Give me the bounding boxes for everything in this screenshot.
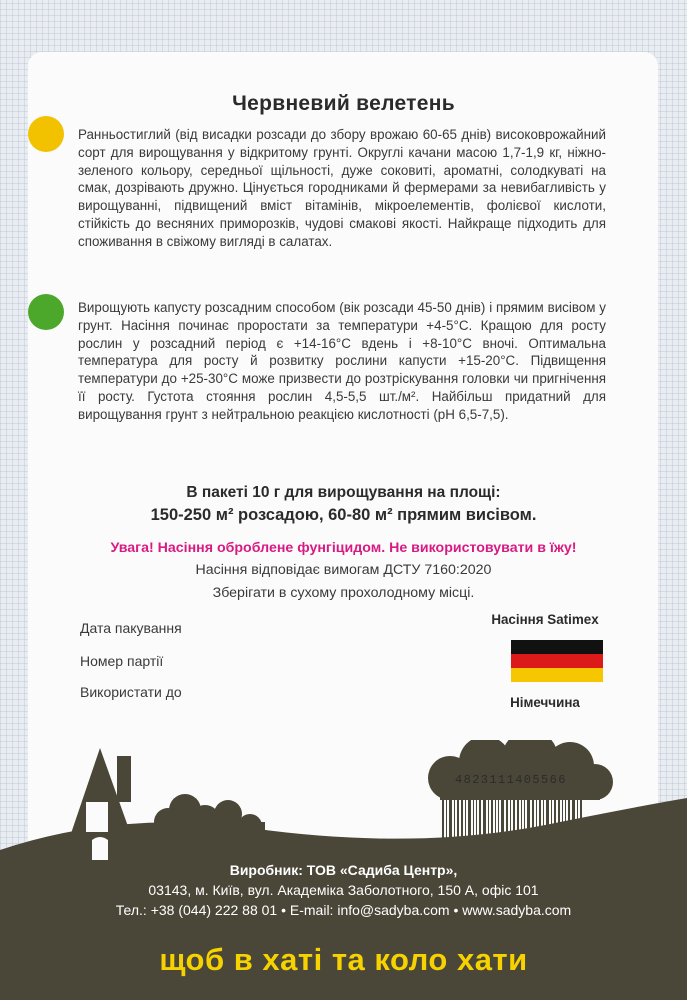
barcode-bar bbox=[536, 798, 537, 845]
barcode-bar bbox=[506, 798, 508, 845]
batch-number-label: Номер партії bbox=[80, 653, 164, 669]
standard-note: Насіння відповідає вимогам ДСТУ 7160:2020 bbox=[195, 562, 492, 578]
package-info-line-2: 150-250 м² розсадою, 60-80 м² прямим висівом. bbox=[150, 506, 537, 524]
barcode-bar bbox=[498, 798, 499, 859]
barcode-bar bbox=[562, 798, 563, 838]
brand-slogan: щоб в хаті та коло хати bbox=[159, 942, 528, 977]
barcode-number: 4823111405566 bbox=[455, 773, 567, 787]
seed-brand: Насіння Satimex bbox=[491, 612, 599, 627]
barcode-bar bbox=[539, 798, 541, 852]
barcode-bar bbox=[501, 798, 504, 838]
barcode-bar bbox=[546, 798, 549, 838]
barcode-bar bbox=[491, 798, 493, 845]
barcode-bar bbox=[457, 798, 459, 838]
use-by-label: Використати до bbox=[80, 684, 182, 700]
package-info-line-1: В пакеті 10 г для вирощування на площі: bbox=[186, 484, 501, 501]
barcode-bar bbox=[532, 798, 534, 838]
bushes-icon bbox=[154, 794, 265, 852]
house-window-icon bbox=[86, 802, 108, 832]
flag-stripe-black bbox=[511, 640, 603, 654]
barcode-bar bbox=[513, 798, 515, 859]
barcode-bar bbox=[580, 798, 582, 845]
yellow-circle-icon bbox=[28, 116, 64, 152]
barcode-bar bbox=[473, 798, 474, 838]
flag-stripe-red bbox=[511, 654, 603, 668]
manufacturer-address: 03143, м. Київ, вул. Академіка Заболотного, 150 А, офіс 101 bbox=[148, 882, 539, 898]
barcode-bar bbox=[468, 798, 471, 859]
barcode-bar bbox=[479, 798, 481, 852]
barcode-bar bbox=[483, 798, 486, 859]
barcode-cloud-icon bbox=[428, 740, 613, 800]
barcode-bar bbox=[476, 798, 477, 845]
fungicide-warning: Увага! Насіння оброблене фунгіцидом. Не використовувати в їжу! bbox=[110, 540, 577, 556]
description-paragraph-1: Ранньостиглий (від висадки розсади до збору врожаю 60-65 днів) високоврожайний сорт для вирощування у відкритому грунті. Округлі качани масою 1,7-1,9 кг, ніжно-зеленого кольору, середньої щільності, дуже соковиті, ароматні, солодкуваті на смак, дозрівають дружно. Цінується городниками й фермерами за невибагливість у вирощуванні, підвищений вміст вітамінів, мікроелементів, фолієвої кислоти, стійкість до весняних приморозків, чудові смакові якості. Найкраще підходить для споживання в свіжому вигляді в салатах. bbox=[78, 127, 606, 249]
barcode-bar bbox=[449, 798, 452, 852]
barcode-bar bbox=[461, 798, 463, 845]
green-circle-icon bbox=[28, 294, 64, 330]
barcode-bar bbox=[577, 798, 578, 838]
barcode-bar bbox=[565, 798, 566, 845]
pack-date-label: Дата пакування bbox=[80, 620, 182, 636]
barcode-bar bbox=[517, 798, 519, 838]
barcode-bar bbox=[465, 798, 466, 852]
description-paragraph-2: Вирощують капусту розсадним способом (вік розсади 45-50 днів) і прямим висівом у грунт. Насіння починає проростати за температури +4-5°С. Кращою для росту рослин у розсадний період є +14-16°С вдень і +8-10°С вночі. Оптимальна температура для росту й розвитку рослини капусти +15-20°С. Підвищення температури до +25-30°С може призвести до розтріскування головки чи пригнічення її росту. Густота стояння рослин 4,5-5,5 шт./м². Найбільш придатний для вирощування грунт з нейтральною реакцією кислотності (рН 6,5-7,5). bbox=[78, 300, 606, 422]
storage-note: Зберігати в сухому прохолодному місці. bbox=[212, 585, 475, 601]
product-title: Червневий велетень bbox=[232, 92, 455, 115]
manufacturer-contacts: Тел.: +38 (044) 222 88 01 • E-mail: info@sadyba.com • www.sadyba.com bbox=[115, 902, 572, 918]
barcode-bar bbox=[488, 798, 489, 838]
barcode-bar bbox=[524, 798, 525, 852]
barcode-bar bbox=[454, 798, 455, 859]
barcode-bar bbox=[521, 798, 522, 845]
house-door-icon bbox=[92, 837, 108, 860]
barcode-bar bbox=[568, 798, 570, 852]
barcode-bar bbox=[558, 798, 560, 859]
germany-flag-icon bbox=[511, 640, 603, 682]
barcode-bar bbox=[446, 798, 447, 845]
flag-stripe-gold bbox=[511, 668, 603, 682]
barcode-bar bbox=[442, 798, 444, 838]
barcode-bar bbox=[527, 798, 530, 859]
barcode-bar bbox=[554, 798, 556, 852]
barcode-bar bbox=[543, 798, 544, 859]
barcode-bar bbox=[572, 798, 575, 859]
origin-country: Німеччина bbox=[510, 695, 580, 710]
manufacturer-name: Виробник: ТОВ «Садиба Центр», bbox=[229, 862, 458, 878]
barcode-bar bbox=[510, 798, 511, 852]
barcode-bar bbox=[495, 798, 496, 852]
barcode-bar bbox=[551, 798, 552, 845]
